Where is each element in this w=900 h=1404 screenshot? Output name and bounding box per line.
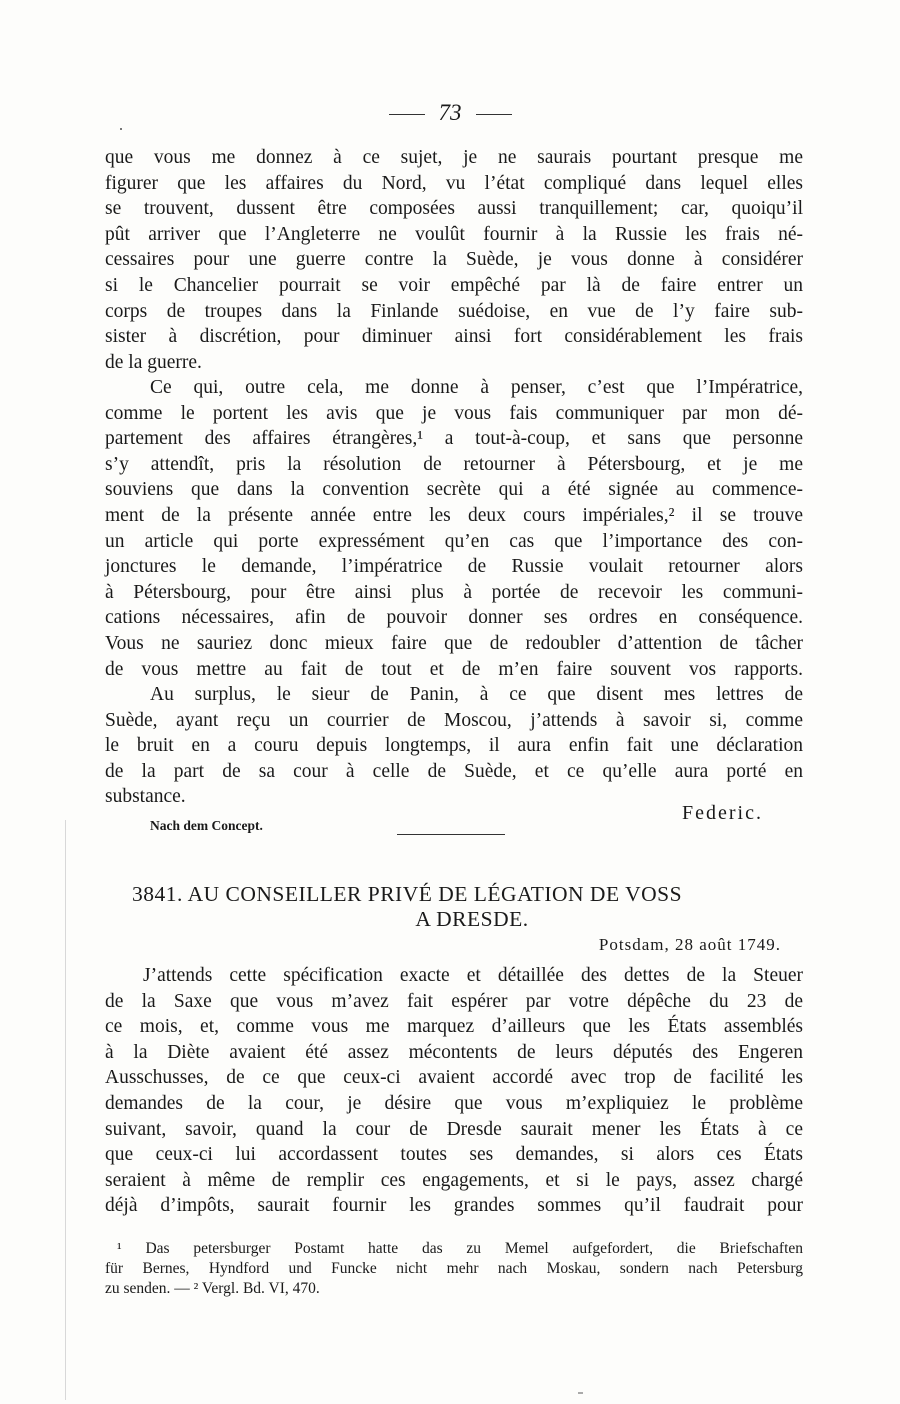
text-line: jonctures le demande, l’impératrice de Russie voulait retourner alors [105,556,803,578]
text-line: un article qui porte expressément qu’en cas que l’importance des con- [105,530,803,552]
footnote-line: für Bernes, Hyndford und Funcke nicht mehr nach Moskau, sondern nach Petersburg [105,1260,803,1277]
footnote-line: zu senden. — ² Vergl. Bd. VI, 470. [105,1280,320,1297]
text-line: déjà d’impôts, saurait fournir les grandes sommes qu’il faudrait pour [105,1195,803,1217]
page-speck [120,128,122,130]
text-line: figurer que les affaires du Nord, vu l’état compliqué dans lequel elles [105,172,803,194]
text-line: Ausschusses, de ce que ceux-ci avaient accordé avec trop de facilité les [105,1067,803,1089]
footnotes [105,1239,803,1299]
text-line: ment de la présente année entre les deux cours impériales,² il se trouve [105,504,803,526]
text-line: à la Diète avaient été assez mécontents de leurs députés des Engeren [105,1041,803,1063]
text-line: J’attends cette spécification exacte et détaillée des dettes de la Steuer [143,965,803,986]
text-line: de la Saxe que vous m’avez fait espérer par votre dépêche du 23 de [105,990,803,1012]
text-line: cations nécessaires, afin de pouvoir donner ses ordres en conséquence. [105,607,803,629]
text-line: comme le portent les avis que je vous fais communiquer par mon dé- [105,402,803,424]
letter-body [105,963,803,1219]
dateline: Potsdam, 28 août 1749. [598,935,781,954]
text-line: que vous me donnez à ce sujet, je ne saurais pourtant presque me [105,147,803,168]
text-line: de vous mettre au fait de tout et de m’en faire souvent vos rapports. [105,658,803,680]
text-line: se trouvent, dussent être composées aussi tranquillement; car, quoiqu’il [105,198,803,220]
text-line: demandes de la cour, je désire que vous m’expliquiez le problème [105,1092,803,1114]
text-line: Suède, ayant reçu un courrier de Moscou, j’attends à savoir si, comme [105,709,803,731]
text-line: suivant, savoir, quand la cour de Dresde saurait mener les États à ce [105,1118,803,1140]
text-line: si le Chancelier pourrait se voir empêché par là de faire entrer un [105,274,803,296]
margin-fold-line [65,820,66,1400]
text-line: pût arriver que l’Angleterre ne voulût fournir à la Russie les frais né- [105,223,803,245]
heading-line-2: A DRESDE. [415,907,529,931]
page-number-header [0,100,900,126]
text-line: s’y attendît, pris la résolution de retourner à Pétersbourg, et je me [105,453,803,475]
text-line: substance. [105,786,186,808]
text-line: cessaires pour une guerre contre la Suède, je vous donne à considérer [105,249,803,271]
concept-note: Nach dem Concept. [150,818,263,833]
body-paragraph-2 [105,375,803,682]
text-line: de la part de sa cour à celle de Suède, et ce qu’elle aura porté en [105,760,803,782]
text-line: le bruit en a couru depuis longtemps, il aura enfin fait une déclaration [105,735,803,757]
body-paragraph-1 [105,145,803,375]
text-line: que ceux-ci lui accordassent toutes ses demandes, si alors ces États [105,1144,803,1166]
footnote-line: ¹ Das petersburger Postamt hatte das zu Memel aufgefordert, die Briefschaften [117,1240,803,1257]
body-paragraph-3 [105,682,803,810]
page-speck [578,1392,583,1394]
text-line: de la guerre. [105,351,202,373]
text-line: seraient à même de remplir ces engagements, et si le pays, assez chargé [105,1169,803,1191]
text-line: Ce qui, outre cela, me donne à penser, c’est que l’Impératrice, [150,377,803,398]
letter-heading [132,882,792,932]
header-rule-right [476,114,512,115]
text-line: à Pétersbourg, pour être ainsi plus à portée de recevoir les communi- [105,581,803,603]
header-rule-left [389,114,425,115]
section-divider [397,834,505,835]
text-line: souviens que dans la convention secrète qui a été signée au commence- [105,479,803,501]
text-line: Au surplus, le sieur de Panin, à ce que disent mes lettres de [150,684,803,705]
heading-line-1: 3841. AU CONSEILLER PRIVÉ DE LÉGATION DE VOSS [132,882,683,906]
signature: Federic. [682,802,763,824]
text-line: ce mois, et, comme vous me marquez d’ailleurs que les États assemblés [105,1016,803,1038]
text-line: corps de troupes dans la Finlande suédoise, en vue de l’y faire sub- [105,300,803,322]
page-number: 73 [438,100,462,125]
text-line: sister à discrétion, pour diminuer ainsi fort considérablement les frais [105,326,803,348]
text-line: Vous ne sauriez donc mieux faire que de redoubler d’attention de tâcher [105,632,803,654]
text-line: partement des affaires étrangères,¹ a tout-à-coup, et sans que personne [105,428,803,450]
